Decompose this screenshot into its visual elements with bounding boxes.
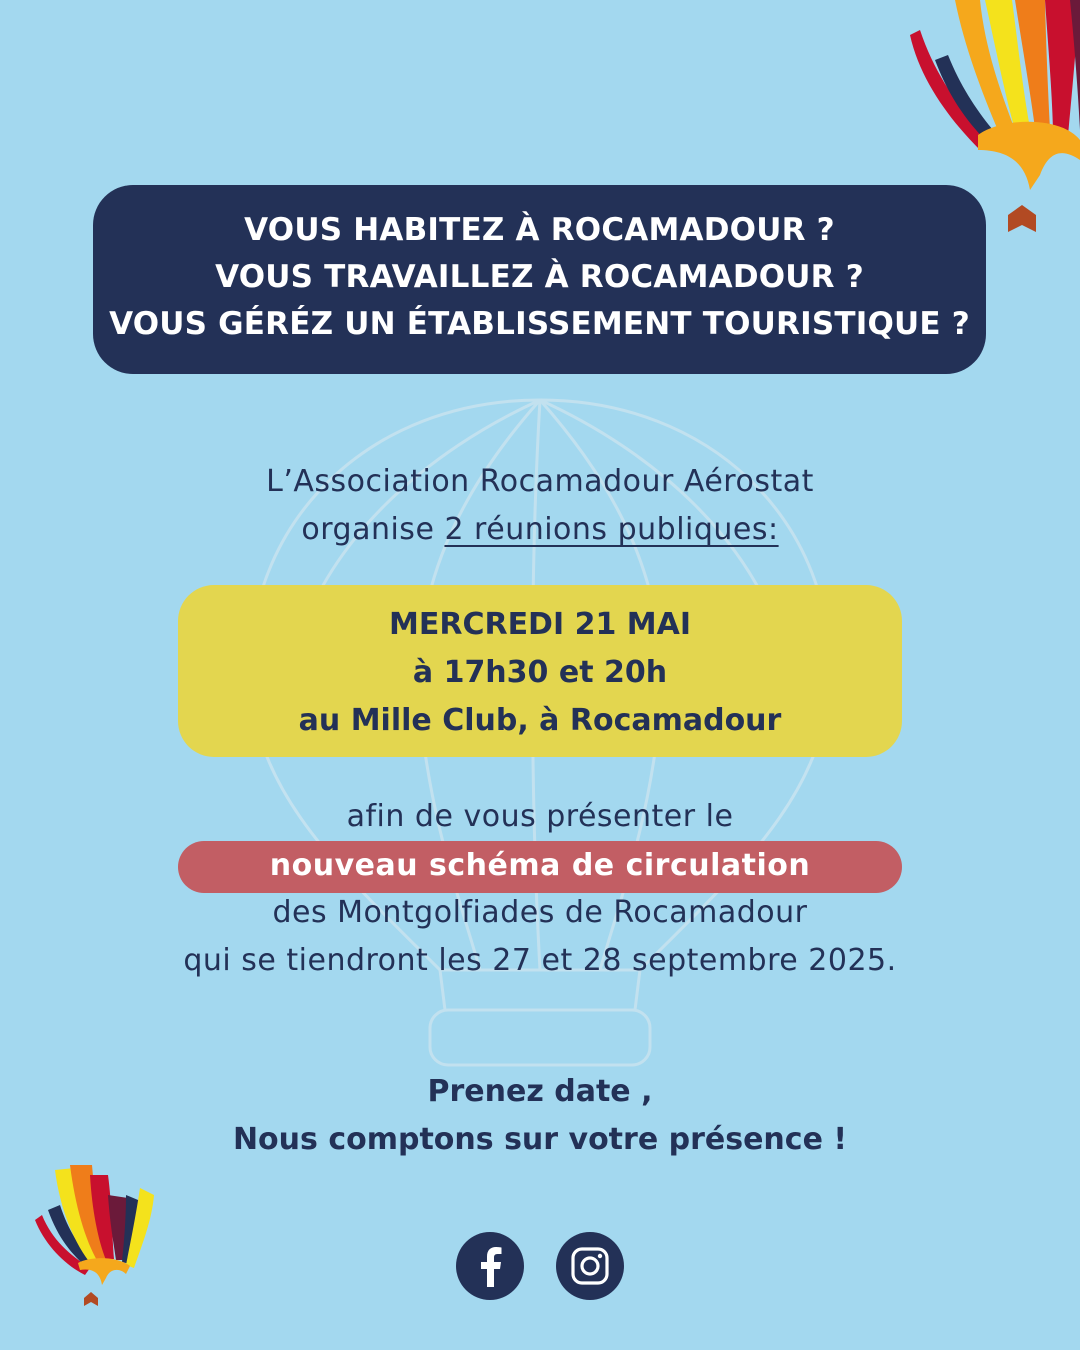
event-time: à 17h30 et 20h — [412, 655, 668, 690]
details-after-2: qui se tiendront les 27 et 28 septembre 2025. — [183, 943, 897, 978]
intro-text — [90, 458, 990, 554]
header-line-2: VOUS TRAVAILLEZ À ROCAMADOUR ? — [215, 259, 864, 295]
header-line-1: VOUS HABITEZ À ROCAMADOUR ? — [244, 212, 835, 248]
instagram-icon — [570, 1246, 610, 1286]
closing-line-1: Prenez date , — [427, 1074, 653, 1109]
details-after-1: des Montgolfiades de Rocamadour — [272, 895, 808, 930]
intro-prefix: organise — [301, 512, 445, 547]
event-place: au Mille Club, à Rocamadour — [298, 703, 782, 738]
closing-text — [90, 1068, 990, 1164]
header-line-3: VOUS GÉRÉZ UN ÉTABLISSEMENT TOURISTIQUE ? — [109, 306, 970, 342]
instagram-button[interactable] — [556, 1232, 624, 1300]
closing-line-2: Nous comptons sur votre présence ! — [232, 1122, 848, 1157]
header-banner — [93, 185, 986, 374]
facebook-icon — [475, 1245, 505, 1287]
hot-air-balloon-small-icon — [30, 1160, 155, 1310]
meetings-count-underlined: 2 réunions publiques: — [444, 512, 779, 547]
facebook-button[interactable] — [456, 1232, 524, 1300]
intro-line-2 — [90, 506, 990, 554]
event-details-box — [178, 585, 902, 757]
highlight-pill: nouveau schéma de circulation — [178, 841, 902, 893]
event-date: MERCREDI 21 MAI — [389, 607, 691, 642]
details-before: afin de vous présenter le — [346, 799, 734, 834]
intro-line-1: L’Association Rocamadour Aérostat — [266, 464, 814, 499]
